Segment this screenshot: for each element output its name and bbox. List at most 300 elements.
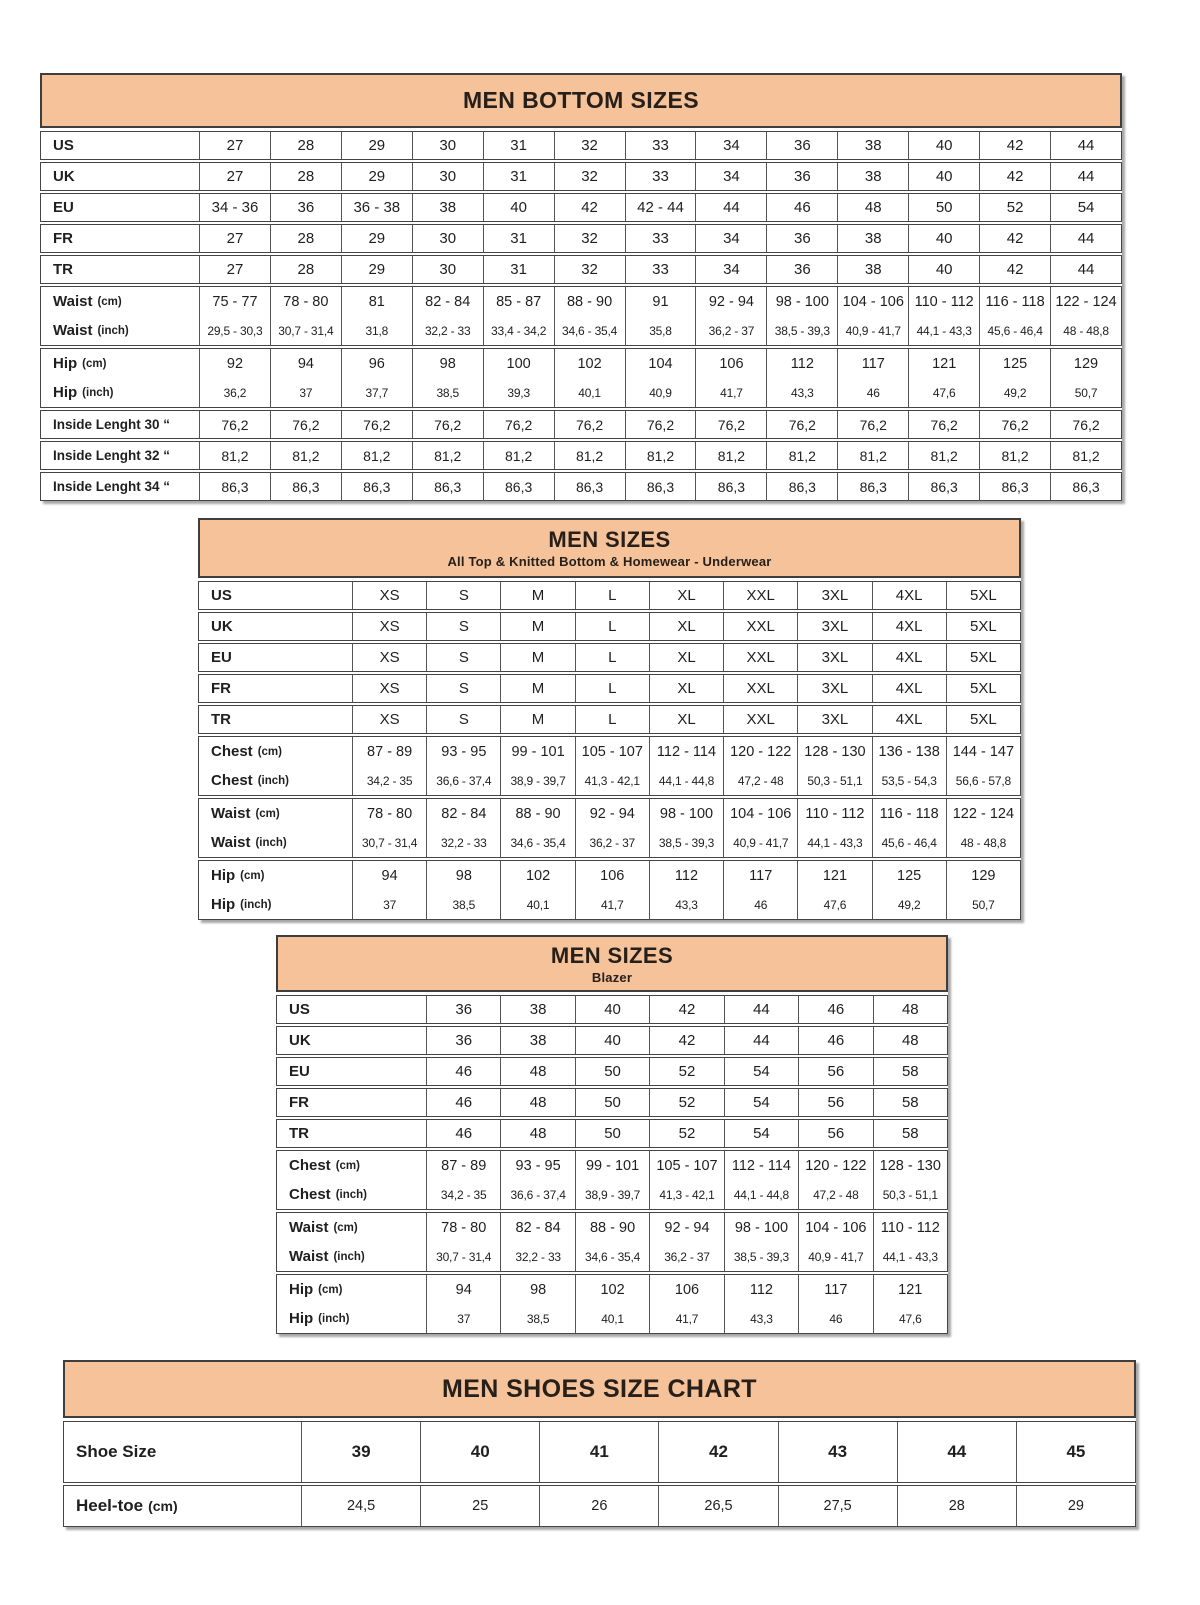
- row-label-text: US: [53, 137, 74, 154]
- cell-value: 34,6 - 35,4: [575, 1242, 649, 1271]
- cell-value: 46: [426, 1089, 500, 1116]
- cell-value: 3XL: [797, 675, 871, 702]
- cell-value: 112 - 114: [649, 737, 723, 766]
- row-label: [64, 1486, 301, 1526]
- cell-value: 48: [500, 1120, 574, 1147]
- row-label: [41, 473, 199, 500]
- table-header-band: [63, 1360, 1136, 1418]
- cell-value: 4XL: [872, 706, 946, 733]
- cell-value: XXL: [723, 675, 797, 702]
- cell-value: 32,2 - 33: [412, 316, 483, 345]
- cell-value: 94: [352, 861, 426, 890]
- cell-value: 28: [270, 225, 341, 252]
- cell-value: 33: [625, 163, 696, 190]
- cell-value: 93 - 95: [500, 1151, 574, 1180]
- cell-value: 76,2: [199, 411, 270, 438]
- cell-value: 76,2: [837, 411, 908, 438]
- cell-value: 5XL: [946, 613, 1020, 640]
- cell-value: 33: [625, 256, 696, 283]
- cell-value: 33,4 - 34,2: [483, 316, 554, 345]
- table-row: [277, 996, 947, 1023]
- cell-value: 42: [658, 1422, 777, 1482]
- cell-value: 40: [908, 163, 979, 190]
- cell-value: 81,2: [908, 442, 979, 469]
- table-row: [41, 473, 1121, 500]
- row-label: [199, 799, 352, 828]
- row-group: [198, 581, 1021, 610]
- cell-value: 116 - 118: [872, 799, 946, 828]
- table-body: [276, 995, 948, 1334]
- row-group: [276, 995, 948, 1024]
- table-row: [41, 442, 1121, 469]
- table-row: [277, 1180, 947, 1209]
- row-label-unit: (cm): [257, 745, 282, 758]
- table-title: MEN SHOES SIZE CHART: [442, 1374, 757, 1403]
- row-group: [63, 1421, 1136, 1483]
- cell-value: 120 - 122: [798, 1151, 872, 1180]
- cell-value: 87 - 89: [426, 1151, 500, 1180]
- table-men-shoes-size-chart: [63, 1360, 1136, 1527]
- cell-value: 40: [575, 996, 649, 1023]
- cell-value: 30: [412, 132, 483, 159]
- row-group: [198, 674, 1021, 703]
- row-group: [40, 193, 1122, 222]
- cell-value: 96: [341, 349, 412, 378]
- cell-value: 42: [649, 996, 723, 1023]
- cell-value: 76,2: [270, 411, 341, 438]
- cell-value: 47,6: [873, 1304, 947, 1333]
- cell-value: 81,2: [270, 442, 341, 469]
- cell-value: 38: [412, 194, 483, 221]
- cell-value: 125: [872, 861, 946, 890]
- cell-value: 46: [798, 1027, 872, 1054]
- cell-value: 27: [199, 132, 270, 159]
- cell-value: 116 - 118: [979, 287, 1050, 316]
- table-title: MEN SIZES: [548, 527, 671, 552]
- row-group: [63, 1485, 1136, 1527]
- cell-value: 36,6 - 37,4: [426, 766, 500, 795]
- row-label: [199, 644, 352, 671]
- row-label: [199, 890, 352, 919]
- row-label-text: Waist: [53, 322, 93, 339]
- cell-value: 45: [1016, 1422, 1135, 1482]
- cell-value: 29: [1016, 1486, 1135, 1526]
- row-label: [41, 256, 199, 283]
- row-label-unit: (cm): [335, 1159, 360, 1172]
- row-label-text: TR: [211, 711, 231, 728]
- row-label: [41, 132, 199, 159]
- cell-value: 128 - 130: [873, 1151, 947, 1180]
- cell-value: 50,7: [1050, 378, 1121, 407]
- cell-value: 45,6 - 46,4: [872, 828, 946, 857]
- row-label-unit: (inch): [97, 324, 129, 337]
- table-men-sizes-blazer: [276, 935, 948, 1334]
- cell-value: 42 - 44: [625, 194, 696, 221]
- cell-value: 46: [723, 890, 797, 919]
- cell-value: 53,5 - 54,3: [872, 766, 946, 795]
- cell-value: XS: [352, 582, 426, 609]
- cell-value: 29: [341, 225, 412, 252]
- cell-value: 5XL: [946, 706, 1020, 733]
- cell-value: M: [500, 613, 574, 640]
- cell-value: 98: [500, 1275, 574, 1304]
- row-label-unit: (inch): [318, 1312, 350, 1325]
- cell-value: 46: [798, 996, 872, 1023]
- cell-value: 98 - 100: [724, 1213, 798, 1242]
- cell-value: 76,2: [908, 411, 979, 438]
- cell-value: 129: [1050, 349, 1121, 378]
- cell-value: 86,3: [625, 473, 696, 500]
- cell-value: 34: [695, 163, 766, 190]
- row-label: [277, 1058, 426, 1085]
- row-label: [277, 996, 426, 1023]
- cell-value: 33: [625, 225, 696, 252]
- cell-value: 36: [766, 132, 837, 159]
- row-label: [41, 225, 199, 252]
- cell-value: 34,2 - 35: [352, 766, 426, 795]
- cell-value: 52: [649, 1120, 723, 1147]
- cell-value: 50: [908, 194, 979, 221]
- cell-value: XL: [649, 613, 723, 640]
- table-body: [40, 131, 1122, 501]
- cell-value: XS: [352, 613, 426, 640]
- row-group: [276, 1150, 948, 1210]
- table-row: [277, 1058, 947, 1085]
- cell-value: 120 - 122: [723, 737, 797, 766]
- cell-value: 105 - 107: [649, 1151, 723, 1180]
- row-label: [199, 766, 352, 795]
- row-label: [199, 861, 352, 890]
- cell-value: XS: [352, 706, 426, 733]
- cell-value: 38,5: [412, 378, 483, 407]
- cell-value: 44,1 - 44,8: [724, 1180, 798, 1209]
- cell-value: 27: [199, 163, 270, 190]
- cell-value: 30: [412, 256, 483, 283]
- table-row: [41, 256, 1121, 283]
- cell-value: 40,1: [554, 378, 625, 407]
- cell-value: 46: [766, 194, 837, 221]
- row-label: [199, 706, 352, 733]
- cell-value: 44: [695, 194, 766, 221]
- cell-value: L: [575, 675, 649, 702]
- row-group: [198, 643, 1021, 672]
- cell-value: 81,2: [766, 442, 837, 469]
- row-label-unit: (cm): [318, 1283, 343, 1296]
- cell-value: 76,2: [483, 411, 554, 438]
- cell-value: 31: [483, 256, 554, 283]
- cell-value: 48: [500, 1089, 574, 1116]
- cell-value: S: [426, 613, 500, 640]
- cell-value: 40: [420, 1422, 539, 1482]
- cell-value: 43: [778, 1422, 897, 1482]
- cell-value: 33: [625, 132, 696, 159]
- cell-value: 39: [301, 1422, 420, 1482]
- cell-value: 24,5: [301, 1486, 420, 1526]
- row-group: [40, 255, 1122, 284]
- cell-value: 44: [897, 1422, 1016, 1482]
- table-men-sizes-top: [198, 518, 1021, 920]
- cell-value: 58: [873, 1120, 947, 1147]
- cell-value: 30: [412, 163, 483, 190]
- row-group: [40, 472, 1122, 501]
- cell-value: 81,2: [554, 442, 625, 469]
- row-label: [41, 316, 199, 345]
- row-group: [276, 1212, 948, 1272]
- table-row: [41, 411, 1121, 438]
- table-subtitle: All Top & Knitted Bottom & Homewear - Underwear: [447, 554, 772, 569]
- cell-value: 50: [575, 1120, 649, 1147]
- cell-value: 44: [724, 1027, 798, 1054]
- cell-value: 122 - 124: [1050, 287, 1121, 316]
- cell-value: 106: [649, 1275, 723, 1304]
- cell-value: 121: [908, 349, 979, 378]
- row-label: [41, 349, 199, 378]
- cell-value: 144 - 147: [946, 737, 1020, 766]
- cell-value: 49,2: [872, 890, 946, 919]
- cell-value: 82 - 84: [426, 799, 500, 828]
- cell-value: 34: [695, 256, 766, 283]
- cell-value: 78 - 80: [352, 799, 426, 828]
- table-row: [199, 675, 1020, 702]
- cell-value: 81: [341, 287, 412, 316]
- row-label-unit: (inch): [335, 1188, 367, 1201]
- cell-value: 98: [426, 861, 500, 890]
- row-label-text: Chest: [211, 772, 253, 789]
- row-label: [199, 828, 352, 857]
- row-label: [277, 1304, 426, 1333]
- row-group: [40, 286, 1122, 346]
- cell-value: 27: [199, 225, 270, 252]
- cell-value: S: [426, 644, 500, 671]
- cell-value: 92 - 94: [649, 1213, 723, 1242]
- row-label-text: Hip: [289, 1281, 314, 1298]
- cell-value: 38: [837, 132, 908, 159]
- cell-value: 36 - 38: [341, 194, 412, 221]
- cell-value: XXL: [723, 582, 797, 609]
- cell-value: XL: [649, 582, 723, 609]
- cell-value: 117: [723, 861, 797, 890]
- row-label: [277, 1180, 426, 1209]
- table-row: [64, 1422, 1135, 1482]
- cell-value: 112: [766, 349, 837, 378]
- cell-value: 81,2: [199, 442, 270, 469]
- cell-value: 36: [426, 996, 500, 1023]
- row-label-text: Waist: [211, 805, 251, 822]
- cell-value: 37: [426, 1304, 500, 1333]
- cell-value: XXL: [723, 644, 797, 671]
- cell-value: 54: [1050, 194, 1121, 221]
- cell-value: 48: [873, 1027, 947, 1054]
- cell-value: 50,3 - 51,1: [797, 766, 871, 795]
- row-label-unit: (cm): [148, 1498, 178, 1514]
- cell-value: 76,2: [979, 411, 1050, 438]
- cell-value: 104 - 106: [837, 287, 908, 316]
- row-label-text: TR: [289, 1125, 309, 1142]
- cell-value: 31: [483, 225, 554, 252]
- cell-value: 56: [798, 1089, 872, 1116]
- cell-value: 27: [199, 256, 270, 283]
- cell-value: 58: [873, 1058, 947, 1085]
- cell-value: 86,3: [341, 473, 412, 500]
- row-label-text: Waist: [211, 834, 251, 851]
- row-label-text: US: [211, 587, 232, 604]
- cell-value: 86,3: [1050, 473, 1121, 500]
- table-row: [64, 1486, 1135, 1526]
- cell-value: L: [575, 706, 649, 733]
- cell-value: 34,6 - 35,4: [500, 828, 574, 857]
- cell-value: 41,7: [575, 890, 649, 919]
- cell-value: 76,2: [625, 411, 696, 438]
- cell-value: 35,8: [625, 316, 696, 345]
- row-label-text: Hip: [53, 384, 78, 401]
- cell-value: 44: [724, 996, 798, 1023]
- cell-value: 46: [426, 1058, 500, 1085]
- cell-value: 56,6 - 57,8: [946, 766, 1020, 795]
- cell-value: 98 - 100: [766, 287, 837, 316]
- row-label-unit: (cm): [333, 1221, 358, 1234]
- row-label-text: Inside Lenght 34 “: [53, 479, 171, 494]
- cell-value: 38: [837, 256, 908, 283]
- cell-value: 50,3 - 51,1: [873, 1180, 947, 1209]
- cell-value: 29: [341, 163, 412, 190]
- cell-value: 102: [575, 1275, 649, 1304]
- cell-value: XXL: [723, 613, 797, 640]
- cell-value: S: [426, 582, 500, 609]
- cell-value: 92: [199, 349, 270, 378]
- cell-value: 40,9 - 41,7: [723, 828, 797, 857]
- cell-value: 86,3: [554, 473, 625, 500]
- table-row: [41, 132, 1121, 159]
- cell-value: M: [500, 675, 574, 702]
- cell-value: 40,1: [500, 890, 574, 919]
- row-group: [198, 705, 1021, 734]
- row-label: [277, 1151, 426, 1180]
- cell-value: 34 - 36: [199, 194, 270, 221]
- cell-value: 44,1 - 44,8: [649, 766, 723, 795]
- cell-value: 25: [420, 1486, 539, 1526]
- cell-value: L: [575, 644, 649, 671]
- row-label-text: Inside Lenght 32 “: [53, 448, 171, 463]
- cell-value: XXL: [723, 706, 797, 733]
- row-label-text: Hip: [289, 1310, 314, 1327]
- cell-value: 86,3: [270, 473, 341, 500]
- row-label: [277, 1120, 426, 1147]
- cell-value: 37,7: [341, 378, 412, 407]
- row-group: [40, 131, 1122, 160]
- row-label-unit: (cm): [82, 357, 107, 370]
- cell-value: 36: [270, 194, 341, 221]
- table-row: [41, 287, 1121, 316]
- row-group: [40, 224, 1122, 253]
- cell-value: 81,2: [695, 442, 766, 469]
- cell-value: S: [426, 675, 500, 702]
- cell-value: 86,3: [908, 473, 979, 500]
- table-row: [277, 1213, 947, 1242]
- cell-value: 94: [426, 1275, 500, 1304]
- table-row: [199, 737, 1020, 766]
- cell-value: 44: [1050, 256, 1121, 283]
- cell-value: 34,2 - 35: [426, 1180, 500, 1209]
- cell-value: 34: [695, 132, 766, 159]
- table-row: [277, 1027, 947, 1054]
- row-label-text: Hip: [211, 867, 236, 884]
- table-row: [41, 316, 1121, 345]
- cell-value: 4XL: [872, 675, 946, 702]
- cell-value: 43,3: [649, 890, 723, 919]
- row-label: [41, 287, 199, 316]
- cell-value: 102: [554, 349, 625, 378]
- row-label: [41, 163, 199, 190]
- cell-value: 41,3 - 42,1: [575, 766, 649, 795]
- cell-value: 44: [1050, 225, 1121, 252]
- cell-value: 38: [500, 1027, 574, 1054]
- cell-value: 121: [873, 1275, 947, 1304]
- cell-value: 40: [575, 1027, 649, 1054]
- cell-value: XL: [649, 706, 723, 733]
- cell-value: L: [575, 582, 649, 609]
- cell-value: 86,3: [766, 473, 837, 500]
- cell-value: 44,1 - 43,3: [797, 828, 871, 857]
- cell-value: 50,7: [946, 890, 1020, 919]
- row-label-unit: (inch): [255, 836, 287, 849]
- table-row: [277, 1151, 947, 1180]
- row-label-text: TR: [53, 261, 73, 278]
- cell-value: 102: [500, 861, 574, 890]
- cell-value: 49,2: [979, 378, 1050, 407]
- cell-value: 41,3 - 42,1: [649, 1180, 723, 1209]
- cell-value: 104: [625, 349, 696, 378]
- cell-value: 26: [539, 1486, 658, 1526]
- cell-value: 29: [341, 132, 412, 159]
- table-row: [199, 799, 1020, 828]
- table-row: [41, 194, 1121, 221]
- cell-value: 56: [798, 1120, 872, 1147]
- row-label: [41, 194, 199, 221]
- cell-value: 3XL: [797, 644, 871, 671]
- cell-value: 76,2: [412, 411, 483, 438]
- cell-value: 40: [908, 132, 979, 159]
- row-label-text: FR: [211, 680, 231, 697]
- table-row: [199, 861, 1020, 890]
- cell-value: 85 - 87: [483, 287, 554, 316]
- cell-value: 52: [979, 194, 1050, 221]
- row-label: [277, 1089, 426, 1116]
- table-body: [198, 581, 1021, 920]
- row-label: [64, 1422, 301, 1482]
- cell-value: 54: [724, 1120, 798, 1147]
- cell-value: 76,2: [554, 411, 625, 438]
- cell-value: 41,7: [695, 378, 766, 407]
- cell-value: 47,2 - 48: [723, 766, 797, 795]
- cell-value: 36: [766, 225, 837, 252]
- row-label-unit: (cm): [240, 869, 265, 882]
- cell-value: 42: [979, 132, 1050, 159]
- cell-value: L: [575, 613, 649, 640]
- cell-value: 41,7: [649, 1304, 723, 1333]
- cell-value: 44: [1050, 163, 1121, 190]
- cell-value: 86,3: [199, 473, 270, 500]
- cell-value: 78 - 80: [426, 1213, 500, 1242]
- cell-value: 30,7 - 31,4: [270, 316, 341, 345]
- table-row: [41, 225, 1121, 252]
- row-label-text: Chest: [211, 743, 253, 760]
- cell-value: 86,3: [695, 473, 766, 500]
- cell-value: 48 - 48,8: [1050, 316, 1121, 345]
- cell-value: 36: [426, 1027, 500, 1054]
- row-label: [199, 737, 352, 766]
- cell-value: 86,3: [979, 473, 1050, 500]
- table-row: [199, 766, 1020, 795]
